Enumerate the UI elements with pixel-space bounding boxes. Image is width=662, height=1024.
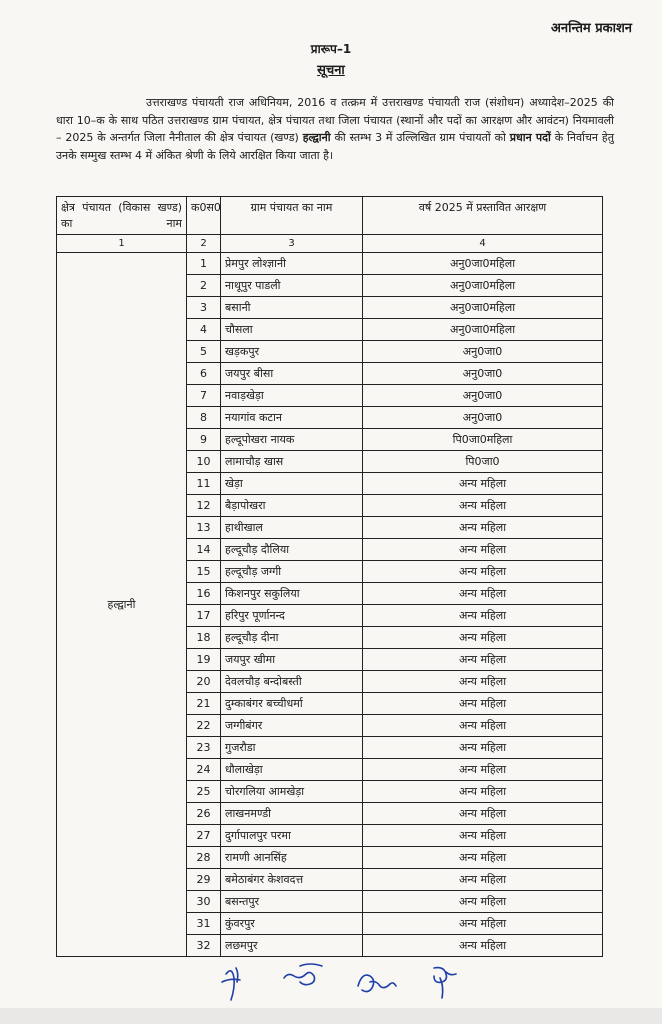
signatures bbox=[0, 958, 662, 1002]
serial-number: 15 bbox=[187, 561, 221, 583]
serial-number: 30 bbox=[187, 891, 221, 913]
reservation-category: अन्य महिला bbox=[363, 605, 603, 627]
column-index-row bbox=[57, 235, 603, 253]
serial-number: 29 bbox=[187, 869, 221, 891]
reservation-category: अन्य महिला bbox=[363, 583, 603, 605]
village-name: बसानी bbox=[221, 297, 363, 319]
reservation-category: अन्य महिला bbox=[363, 803, 603, 825]
reservation-category: पि0जा0 bbox=[363, 451, 603, 473]
village-name: चौसला bbox=[221, 319, 363, 341]
table-row bbox=[57, 253, 603, 275]
reservation-category: अन्य महिला bbox=[363, 539, 603, 561]
serial-number: 18 bbox=[187, 627, 221, 649]
village-name: हल्दूचौड़ दीना bbox=[221, 627, 363, 649]
serial-number: 27 bbox=[187, 825, 221, 847]
signature-4-icon bbox=[434, 968, 456, 998]
reservation-category: अनु0जा0महिला bbox=[363, 253, 603, 275]
village-name: प्रेमपुर लोश्ज्ञानी bbox=[221, 253, 363, 275]
intro-part-3: के निर्वाचन हेतु उनके सम्मुख स्तम्भ 4 में अंकित श्रेणी के लिये आरक्षित किया जाता है। bbox=[56, 131, 614, 162]
village-name: नाथूपुर पाडली bbox=[221, 275, 363, 297]
village-name: किशनपुर सकुलिया bbox=[221, 583, 363, 605]
serial-number: 13 bbox=[187, 517, 221, 539]
header-serial: क0स0 bbox=[187, 197, 221, 235]
serial-number: 32 bbox=[187, 935, 221, 957]
serial-number: 1 bbox=[187, 253, 221, 275]
village-name: जयपुर खीमा bbox=[221, 649, 363, 671]
village-name: जयपुर बीसा bbox=[221, 363, 363, 385]
serial-number: 24 bbox=[187, 759, 221, 781]
serial-number: 26 bbox=[187, 803, 221, 825]
village-name: बसन्तपुर bbox=[221, 891, 363, 913]
serial-number: 5 bbox=[187, 341, 221, 363]
serial-number: 31 bbox=[187, 913, 221, 935]
reservation-category: अन्य महिला bbox=[363, 825, 603, 847]
reservation-category: अन्य महिला bbox=[363, 847, 603, 869]
footer-strip bbox=[0, 1008, 662, 1024]
reservation-category: पि0जा0महिला bbox=[363, 429, 603, 451]
serial-number: 19 bbox=[187, 649, 221, 671]
column-index: 2 bbox=[187, 235, 221, 253]
reservation-category: अन्य महिला bbox=[363, 561, 603, 583]
serial-number: 22 bbox=[187, 715, 221, 737]
signature-3-icon bbox=[358, 975, 396, 991]
reservation-category: अनु0जा0महिला bbox=[363, 297, 603, 319]
village-name: लाखनमण्डी bbox=[221, 803, 363, 825]
intro-post: प्रधान पदों bbox=[509, 131, 551, 144]
village-name: हल्दूचौड़ जग्गी bbox=[221, 561, 363, 583]
reservation-category: अन्य महिला bbox=[363, 693, 603, 715]
reservation-category: अनु0जा0 bbox=[363, 385, 603, 407]
signature-1-icon bbox=[222, 968, 240, 1000]
intro-paragraph bbox=[56, 94, 614, 164]
reservation-category: अन्य महिला bbox=[363, 737, 603, 759]
column-index: 3 bbox=[221, 235, 363, 253]
reservation-category: अन्य महिला bbox=[363, 781, 603, 803]
column-index: 1 bbox=[57, 235, 187, 253]
village-name: कुंवरपुर bbox=[221, 913, 363, 935]
village-name: नवाड़खेड़ा bbox=[221, 385, 363, 407]
reservation-category: अनु0जा0 bbox=[363, 363, 603, 385]
reservation-category: अन्य महिला bbox=[363, 649, 603, 671]
reservation-category: अन्य महिला bbox=[363, 671, 603, 693]
village-name: हल्दूपोखरा नायक bbox=[221, 429, 363, 451]
serial-number: 21 bbox=[187, 693, 221, 715]
village-name: दुम्काबंगर बच्चीधर्मा bbox=[221, 693, 363, 715]
village-name: लछमपुर bbox=[221, 935, 363, 957]
serial-number: 7 bbox=[187, 385, 221, 407]
notice-title: सूचना bbox=[317, 63, 345, 78]
intro-block-name: हल्द्वानी bbox=[302, 131, 331, 144]
village-name: दुर्गापालपुर परमा bbox=[221, 825, 363, 847]
reservation-category: अन्य महिला bbox=[363, 913, 603, 935]
reservation-table bbox=[56, 196, 603, 957]
reservation-category: अनु0जा0 bbox=[363, 407, 603, 429]
village-name: चोरगलिया आमखेड़ा bbox=[221, 781, 363, 803]
reservation-category: अन्य महिला bbox=[363, 517, 603, 539]
serial-number: 16 bbox=[187, 583, 221, 605]
intro-part-1: उत्तराखण्ड पंचायती राज अधिनियम, 2016 व तत्क्रम में उत्तराखण्ड पंचायती राज (संशोधन) अध्यादेश–2025 की धारा 10–क के साथ पठित उत्तराखण्ड ग्राम पंचायत, क्षेत्र पंचायत तथा जिला पंचायत (स्थानों और पदों का आरक्षण और आवंटन) नियमावली – 2025 के अन्तर्गत जिला नैनीताल की क्षेत्र पंचायत (खण्ड) bbox=[56, 96, 614, 144]
village-name: बमेठाबंगर केशवदत्त bbox=[221, 869, 363, 891]
reservation-category: अनु0जा0महिला bbox=[363, 275, 603, 297]
serial-number: 4 bbox=[187, 319, 221, 341]
village-name: हरिपुर पूर्णानन्द bbox=[221, 605, 363, 627]
column-index: 4 bbox=[363, 235, 603, 253]
serial-number: 20 bbox=[187, 671, 221, 693]
village-name: रामणी आनसिंह bbox=[221, 847, 363, 869]
serial-number: 14 bbox=[187, 539, 221, 561]
village-name: हाथीखाल bbox=[221, 517, 363, 539]
signature-2-icon bbox=[284, 964, 322, 985]
village-name: जग्गीबंगर bbox=[221, 715, 363, 737]
block-name-cell: हल्द्वानी bbox=[57, 253, 187, 957]
serial-number: 23 bbox=[187, 737, 221, 759]
village-name: गुजरौडा bbox=[221, 737, 363, 759]
reservation-category: अन्य महिला bbox=[363, 627, 603, 649]
serial-number: 12 bbox=[187, 495, 221, 517]
serial-number: 8 bbox=[187, 407, 221, 429]
village-name: नयागांव कटान bbox=[221, 407, 363, 429]
serial-number: 25 bbox=[187, 781, 221, 803]
form-label: प्रारूप–1 bbox=[310, 42, 352, 56]
reservation-category: अन्य महिला bbox=[363, 759, 603, 781]
serial-number: 11 bbox=[187, 473, 221, 495]
serial-number: 2 bbox=[187, 275, 221, 297]
reservation-category: अन्य महिला bbox=[363, 935, 603, 957]
serial-number: 3 bbox=[187, 297, 221, 319]
reservation-category: अन्य महिला bbox=[363, 891, 603, 913]
village-name: हल्दूचौड़ दौलिया bbox=[221, 539, 363, 561]
reservation-category: अन्य महिला bbox=[363, 869, 603, 891]
village-name: देवलचौड़ बन्दोबस्ती bbox=[221, 671, 363, 693]
reservation-category: अनु0जा0महिला bbox=[363, 319, 603, 341]
village-name: खेड़ा bbox=[221, 473, 363, 495]
reservation-category: अनु0जा0 bbox=[363, 341, 603, 363]
header-reservation: वर्ष 2025 में प्रस्तावित आरक्षण bbox=[363, 197, 603, 235]
serial-number: 10 bbox=[187, 451, 221, 473]
reservation-category: अन्य महिला bbox=[363, 715, 603, 737]
header-village: ग्राम पंचायत का नाम bbox=[221, 197, 363, 235]
reservation-category: अन्य महिला bbox=[363, 473, 603, 495]
header-block-name: क्षेत्र पंचायत (विकास खण्ड) का नाम bbox=[57, 197, 187, 235]
serial-number: 6 bbox=[187, 363, 221, 385]
village-name: बैड़ापोखरा bbox=[221, 495, 363, 517]
village-name: खड़कपुर bbox=[221, 341, 363, 363]
village-name: धौलाखेड़ा bbox=[221, 759, 363, 781]
serial-number: 17 bbox=[187, 605, 221, 627]
serial-number: 9 bbox=[187, 429, 221, 451]
village-name: लामाचौड़ खास bbox=[221, 451, 363, 473]
reservation-category: अन्य महिला bbox=[363, 495, 603, 517]
serial-number: 28 bbox=[187, 847, 221, 869]
intro-part-2: की स्तम्भ 3 में उल्लिखित ग्राम पंचायतों को bbox=[334, 131, 506, 144]
publication-status: अनन्तिम प्रकाशन bbox=[550, 21, 632, 36]
